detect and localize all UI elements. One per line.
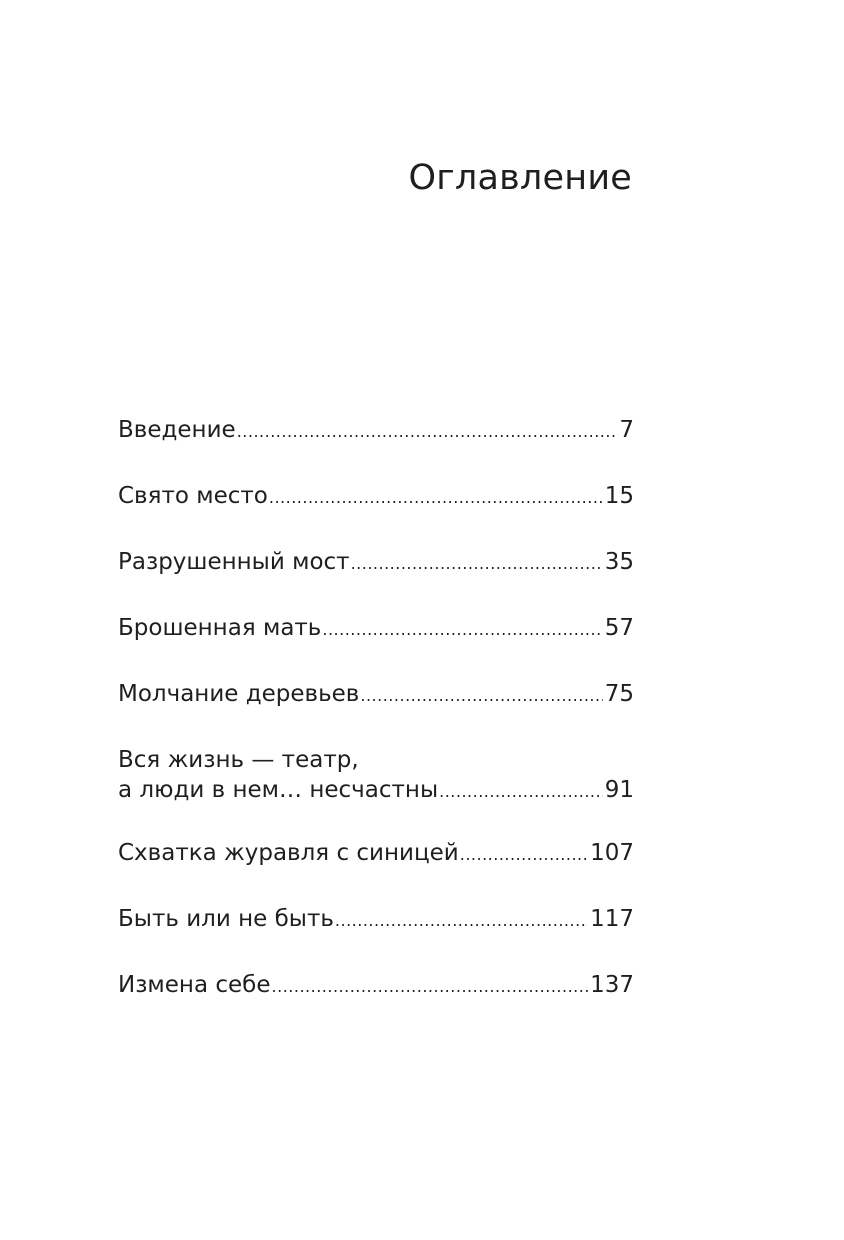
toc-entry — [118, 904, 634, 936]
toc-line — [118, 970, 634, 1002]
toc-entry-title: Разрушенный мост — [118, 549, 350, 575]
toc-entry-title: Измена себе — [118, 972, 271, 998]
toc-page-number: 137 — [590, 972, 634, 998]
table-of-contents — [118, 415, 634, 1036]
dot-leader — [351, 549, 603, 579]
toc-entry — [118, 415, 634, 447]
toc-page-number: 107 — [590, 840, 634, 866]
toc-entry-title: Быть или не быть — [118, 906, 334, 932]
toc-entry — [118, 838, 634, 870]
toc-line — [118, 415, 634, 447]
toc-entry — [118, 613, 634, 645]
dot-leader — [460, 840, 588, 870]
toc-line — [118, 481, 634, 513]
toc-page-number: 7 — [619, 417, 634, 443]
dot-leader — [322, 615, 602, 645]
toc-entry — [118, 745, 634, 807]
dot-leader — [439, 777, 603, 807]
toc-entry-title-continued: а люди в нем… несчастны — [118, 777, 439, 803]
toc-entry-title: Брошенная мать — [118, 615, 322, 641]
toc-entry-title: Молчание деревьев — [118, 681, 360, 707]
page-title: Оглавление — [408, 158, 632, 198]
toc-page-number: 57 — [604, 615, 634, 641]
toc-line — [118, 745, 634, 775]
toc-line — [118, 838, 634, 870]
toc-entry — [118, 970, 634, 1002]
toc-line — [118, 679, 634, 711]
dot-leader — [335, 906, 588, 936]
dot-leader — [272, 972, 589, 1002]
toc-page-number: 117 — [590, 906, 634, 932]
toc-entry — [118, 679, 634, 711]
toc-entry-title: Введение — [118, 417, 236, 443]
toc-line — [118, 613, 634, 645]
toc-entry-title: Свято место — [118, 483, 268, 509]
toc-entry — [118, 481, 634, 513]
toc-page-number: 35 — [604, 549, 634, 575]
toc-line — [118, 904, 634, 936]
toc-page-number: 15 — [604, 483, 634, 509]
toc-page-number: 75 — [604, 681, 634, 707]
dot-leader — [237, 417, 618, 447]
toc-entry-title: Вся жизнь — театр, — [118, 747, 359, 773]
toc-line — [118, 775, 634, 807]
dot-leader — [269, 483, 603, 513]
toc-entry-title: Схватка журавля с синицей — [118, 840, 459, 866]
toc-entry — [118, 547, 634, 579]
dot-leader — [360, 681, 602, 711]
toc-line — [118, 547, 634, 579]
toc-page-number: 91 — [604, 777, 634, 803]
